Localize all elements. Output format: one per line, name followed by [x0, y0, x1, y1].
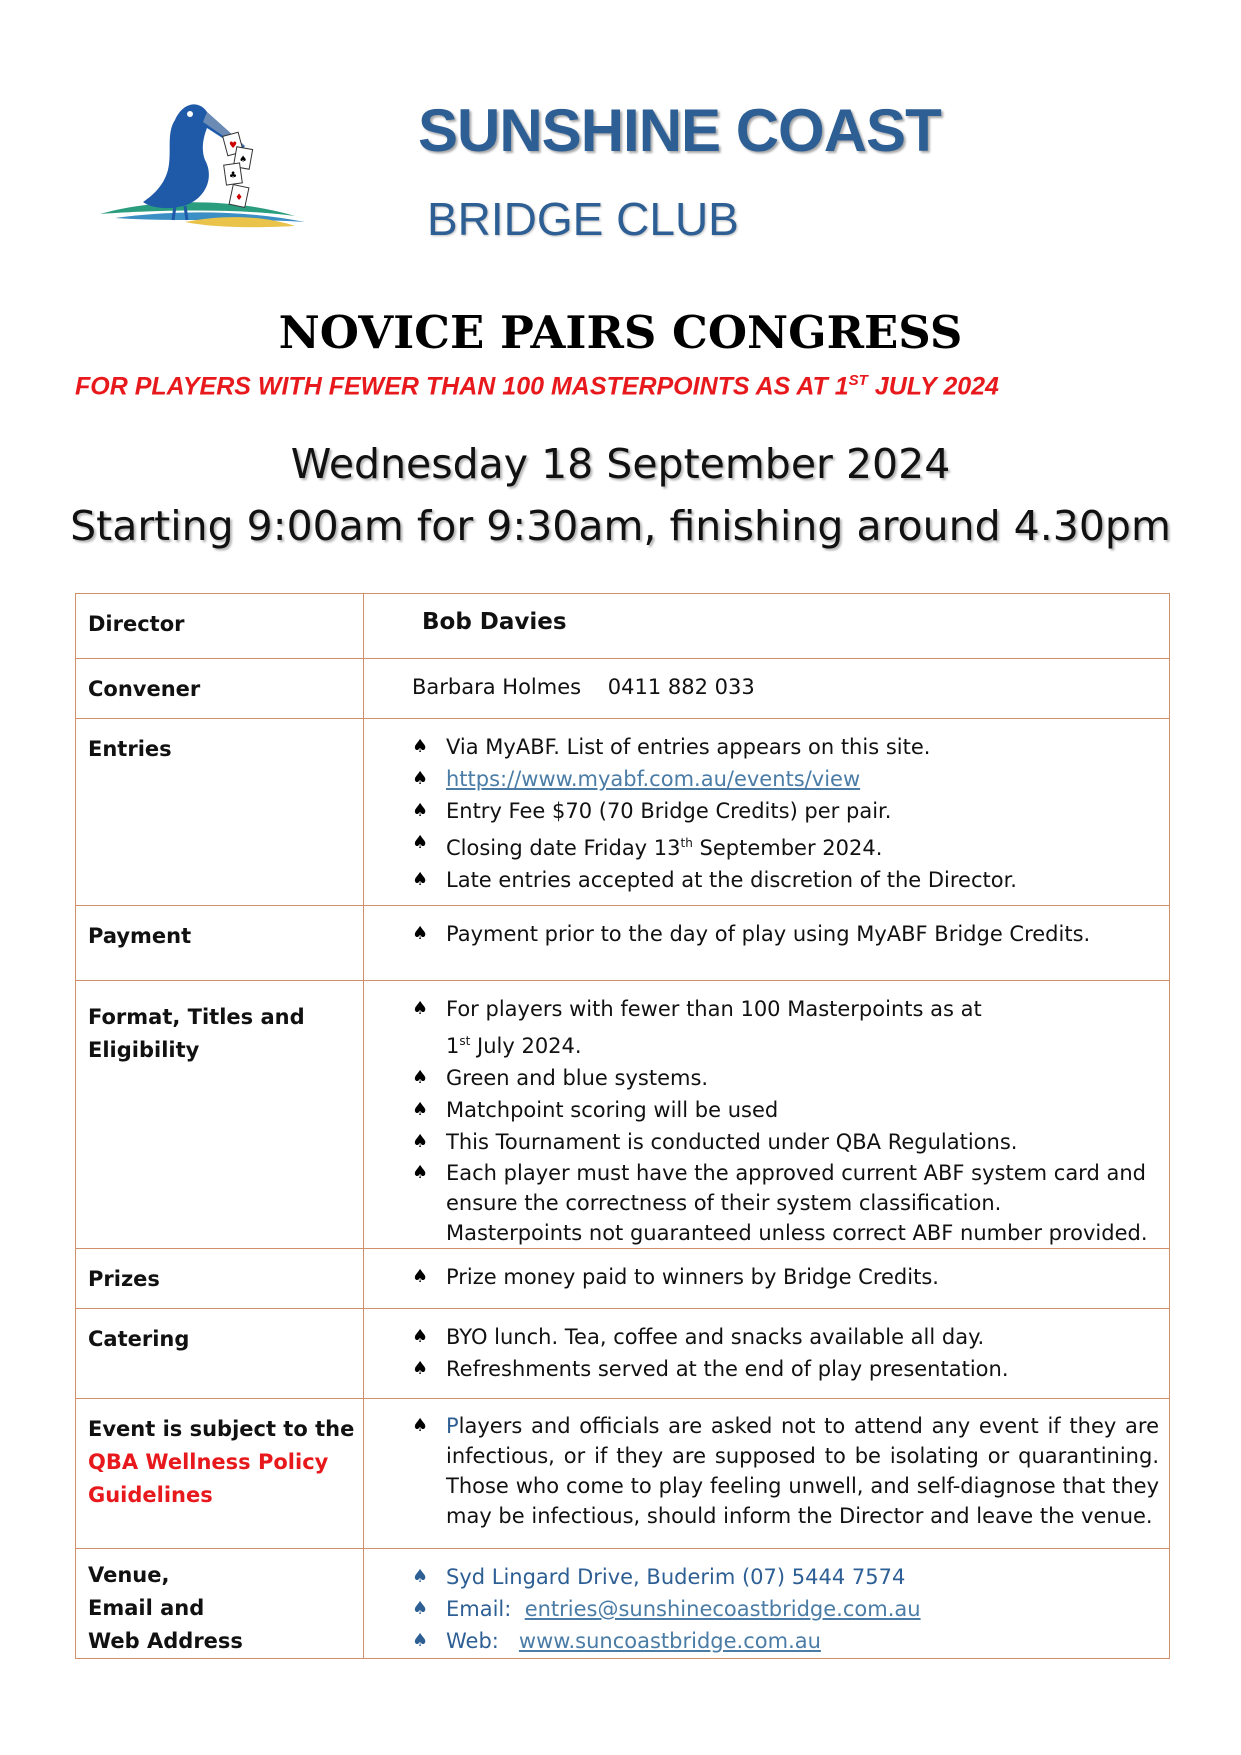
spade-icon: ♠: [412, 1326, 429, 1347]
list-item: [412, 1353, 1159, 1385]
spade-icon: ♠: [412, 832, 429, 853]
entries-item-text: Entry Fee $70 (70 Bridge Credits) per pair.: [446, 799, 892, 823]
venue-label-line3: Web Address: [88, 1629, 243, 1653]
venue-address: Syd Lingard Drive, Buderim (07) 5444 7574: [446, 1565, 906, 1589]
director-value: [364, 594, 1170, 659]
email-label: Email:: [446, 1597, 525, 1621]
myabf-events-link[interactable]: https://www.myabf.com.au/events/view: [446, 767, 861, 791]
format-item-text: For players with fewer than 100 Masterpoints as at: [446, 997, 982, 1021]
event-date: Wednesday 18 September 2024: [290, 440, 951, 488]
closing-date-sup: th: [680, 836, 693, 850]
entries-item-text: Via MyABF. List of entries appears on this site.: [446, 735, 931, 759]
format-item-sup: st: [459, 1034, 471, 1048]
table-row-catering: [76, 1309, 1170, 1399]
wellness-label-line1: Event is subject to the: [88, 1417, 355, 1441]
svg-text:♠: ♠: [239, 155, 248, 165]
closing-date-text-end: September 2024.: [692, 836, 883, 860]
format-item-text: 1: [446, 1034, 460, 1058]
spade-icon: ♠: [412, 1131, 429, 1152]
prizes-value: [364, 1249, 1170, 1309]
convener-value: [364, 659, 1170, 719]
list-item: [412, 763, 1159, 795]
details-table: [75, 593, 1170, 1659]
spade-icon: ♠: [412, 1598, 429, 1619]
prizes-label: Prizes: [76, 1249, 364, 1309]
list-item: [412, 864, 1159, 896]
catering-item-text: BYO lunch. Tea, coffee and snacks available all day.: [446, 1325, 985, 1349]
pelican-logo: [95, 98, 310, 238]
closing-date-text: Closing date Friday 13: [446, 836, 681, 860]
table-row-director: [76, 594, 1170, 659]
spade-icon: ♠: [412, 800, 429, 821]
list-item: [412, 1321, 1159, 1353]
svg-text:♦: ♦: [235, 193, 244, 203]
club-name: SUNSHINE COAST: [418, 97, 941, 164]
prizes-item-text: Prize money paid to winners by Bridge Credits.: [446, 1265, 939, 1289]
wellness-value: [364, 1399, 1170, 1549]
list-item: [412, 827, 1159, 864]
list-item: [412, 795, 1159, 827]
spade-icon: ♠: [412, 998, 429, 1019]
club-subtitle: BRIDGE CLUB: [427, 193, 739, 245]
spade-icon: ♠: [412, 869, 429, 890]
wellness-first-letter: P: [446, 1414, 459, 1438]
table-row-entries: [76, 719, 1170, 906]
list-item: [412, 1126, 1159, 1158]
list-item: [412, 1561, 1159, 1593]
entries-value: [364, 719, 1170, 906]
spade-icon: ♠: [412, 1162, 429, 1183]
table-row-payment: [76, 906, 1170, 981]
convener-contact: Barbara Holmes 0411 882 033: [412, 675, 755, 699]
list-item: [412, 1625, 1159, 1657]
catering-value: [364, 1309, 1170, 1399]
spade-icon: ♠: [412, 1099, 429, 1120]
eligibility-text: FOR PLAYERS WITH FEWER THAN 100 MASTERPOINTS AS AT 1: [75, 372, 849, 401]
spade-icon: ♠: [412, 1067, 429, 1088]
format-item-text: Green and blue systems.: [446, 1066, 709, 1090]
director-label: Director: [76, 594, 364, 659]
spade-icon: ♠: [412, 736, 429, 757]
convener-label: Convener: [76, 659, 364, 719]
format-item-text: This Tournament is conducted under QBA Regulations.: [446, 1130, 1018, 1154]
format-label: [76, 981, 364, 1249]
list-item: [412, 1158, 1159, 1248]
spade-icon: ♠: [412, 1566, 429, 1587]
venue-label-line1: Venue,: [88, 1563, 170, 1587]
eligibility-text-end: JULY 2024: [867, 372, 999, 401]
spade-icon: ♠: [412, 923, 429, 944]
wellness-label: [76, 1399, 364, 1549]
list-item: [412, 993, 1159, 1062]
spade-icon: ♠: [412, 1415, 429, 1436]
spade-icon: ♠: [412, 768, 429, 789]
wellness-text: layers and officials are asked not to attend any event if they are infectious, or if they are supposed to be isolating or quarantining. Those who come to play feeling unwell, and self-diagnose that they may be infectious, should inform the Director and leave the venue.: [446, 1414, 1159, 1528]
format-item-text: Each player must have the approved current ABF system card and ensure the correctness of their system classification.: [446, 1161, 1146, 1215]
format-label-line2: Eligibility: [88, 1038, 200, 1062]
web-link[interactable]: www.suncoastbridge.com.au: [518, 1629, 821, 1653]
venue-label: [76, 1549, 364, 1659]
entries-label: Entries: [76, 719, 364, 906]
list-item: [412, 1261, 1159, 1293]
list-item: [412, 1062, 1159, 1094]
list-item: [412, 1411, 1159, 1531]
payment-value: [364, 906, 1170, 981]
table-row-wellness: [76, 1399, 1170, 1549]
spade-icon: ♠: [412, 1358, 429, 1379]
event-times: Starting 9:00am for 9:30am, finishing around 4.30pm: [70, 502, 1171, 550]
director-name: Bob Davies: [422, 609, 567, 635]
email-link[interactable]: entries@sunshinecoastbridge.com.au: [524, 1597, 921, 1621]
payment-label: Payment: [76, 906, 364, 981]
qba-guidelines-text: Guidelines: [88, 1483, 213, 1507]
list-item: [412, 731, 1159, 763]
list-item: [412, 1593, 1159, 1625]
format-item-text: Matchpoint scoring will be used: [446, 1098, 779, 1122]
catering-label: Catering: [76, 1309, 364, 1399]
table-row-venue: [76, 1549, 1170, 1659]
spade-icon: ♠: [412, 1630, 429, 1651]
entries-item-text: Late entries accepted at the discretion of the Director.: [446, 868, 1017, 892]
list-item: [412, 1094, 1159, 1126]
eligibility-sup: ST: [848, 372, 868, 389]
table-row-convener: [76, 659, 1170, 719]
payment-item-text: Payment prior to the day of play using MyABF Bridge Credits.: [446, 922, 1091, 946]
venue-value: [364, 1549, 1170, 1659]
event-title: NOVICE PAIRS CONGRESS: [278, 306, 963, 359]
svg-text:♥: ♥: [229, 141, 238, 151]
list-item: [412, 918, 1159, 950]
qba-wellness-policy-text: QBA Wellness Policy: [88, 1450, 329, 1474]
web-label: Web:: [446, 1629, 519, 1653]
venue-label-line2: Email and: [88, 1596, 205, 1620]
table-row-prizes: [76, 1249, 1170, 1309]
format-item-text: Masterpoints not guaranteed unless correct ABF number provided.: [446, 1221, 1148, 1245]
spade-icon: ♠: [412, 1266, 429, 1287]
format-label-line1: Format, Titles and: [88, 1005, 305, 1029]
catering-item-text: Refreshments served at the end of play presentation.: [446, 1357, 1009, 1381]
format-item-text: July 2024.: [470, 1034, 582, 1058]
svg-text:♣: ♣: [229, 171, 238, 181]
format-value: [364, 981, 1170, 1249]
eligibility-subtitle: [75, 372, 999, 401]
table-row-format: [76, 981, 1170, 1249]
